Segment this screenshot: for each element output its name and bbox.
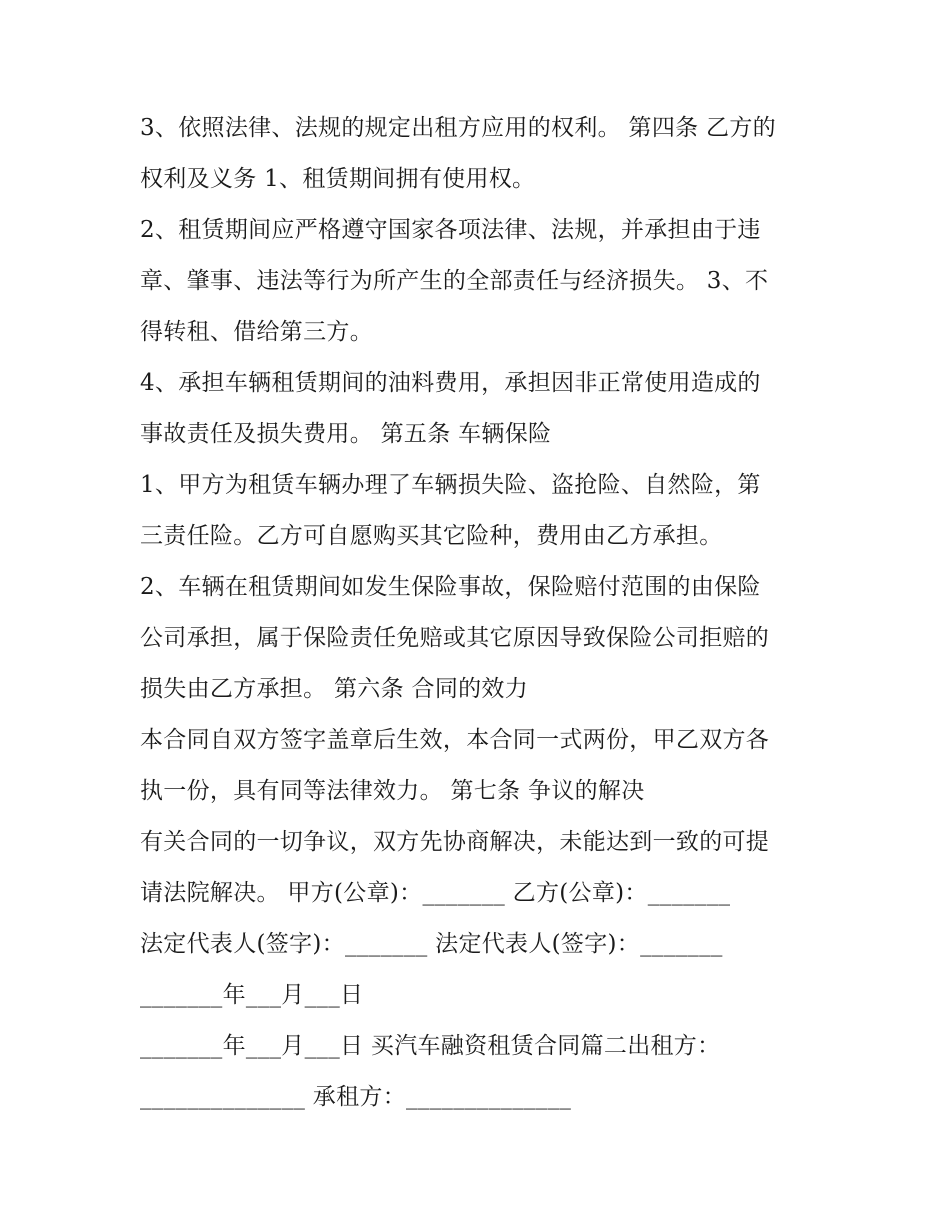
text-line: 章、肇事、违法等行为所产生的全部责任与经济损失。 3、不 (140, 268, 769, 294)
date-line: _______年___月___日 买汽车融资租赁合同篇二出租方： (140, 1033, 721, 1059)
text-line: 有关合同的一切争议，双方先协商解决，未能达到一致的可提 (140, 829, 770, 855)
text-line: 公司承担，属于保险责任免赔或其它原因导致保险公司拒赔的 (140, 625, 770, 651)
signature-line: 请法院解决。 甲方(公章)：_______ 乙方(公章)：_______ (140, 880, 731, 906)
party-line: ______________ 承租方：______________ (140, 1084, 572, 1110)
text-line: 执一份，具有同等法律效力。 第七条 争议的解决 (140, 778, 645, 804)
text-line: 1、甲方为租赁车辆办理了车辆损失险、盗抢险、自然险，第 (140, 472, 761, 498)
text-line: 2、车辆在租赁期间如发生保险事故，保险赔付范围的由保险 (140, 574, 761, 600)
text-line: 3、依照法律、法规的规定出租方应用的权利。 第四条 乙方的 (140, 115, 776, 141)
text-line: 本合同自双方签字盖章后生效，本合同一式两份，甲乙双方各 (140, 727, 770, 753)
contract-text (140, 103, 830, 1123)
text-line: 2、租赁期间应严格遵守国家各项法律、法规，并承担由于违 (140, 217, 761, 243)
date-line: _______年___月___日 (140, 982, 364, 1008)
text-line: 事故责任及损失费用。 第五条 车辆保险 (140, 421, 552, 447)
text-line: 得转租、借给第三方。 (140, 319, 373, 345)
text-line: 损失由乙方承担。 第六条 合同的效力 (140, 676, 529, 702)
text-line: 权利及义务 1、租赁期间拥有使用权。 (140, 166, 536, 192)
text-line: 三责任险。乙方可自愿购买其它险种，费用由乙方承担。 (140, 523, 723, 549)
signature-line: 法定代表人(签字)：_______ 法定代表人(签字)：_______ (140, 931, 723, 957)
text-line: 4、承担车辆租赁期间的油料费用，承担因非正常使用造成的 (140, 370, 761, 396)
